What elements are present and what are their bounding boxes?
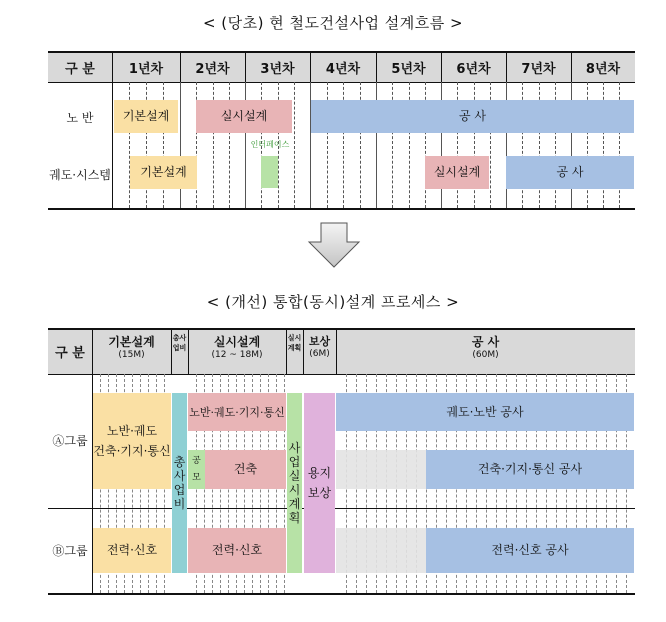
bottom-header-construction: 공 사 (60M) [471, 335, 500, 360]
top-row-label-track-system: 궤도·시스템 [49, 167, 111, 182]
top-diagram-title: < (당초) 현 철도건설사업 설계흐름 > [202, 14, 464, 32]
top-roadbed-basic-design-bar: 기본설계 [114, 100, 178, 133]
top-track-basic-design-bar: 기본설계 [130, 156, 197, 189]
bottom-header-compensation: 보상 (6M) [308, 335, 331, 359]
top-roadbed-detail-design-bar: 실시설계 [196, 100, 292, 133]
a-building-construction-bar: 건축·기지·통신 공사 [426, 450, 634, 489]
top-header-category: 구 분 [65, 61, 95, 77]
a-detail-design-roadbed-bar: 노반·궤도·기지·통신 [188, 393, 286, 431]
b-detail-design-bar: 전력·신호 [188, 528, 286, 573]
top-header-year-7: 7년차 [521, 61, 556, 77]
bottom-header-basic: 기본설계 (15M) [108, 335, 155, 360]
top-header-year-5: 5년차 [391, 61, 426, 77]
top-track-construction-bar: 공 사 [506, 156, 634, 189]
b-basic-design-bar: 전력·신호 [93, 528, 171, 573]
a-detail-design-building-bar: 건축 [205, 450, 286, 489]
land-compensation-bar: 용지 보상 [304, 393, 335, 573]
a-group-waiting-stripe [336, 450, 426, 489]
top-interface-bar [261, 156, 278, 188]
implementation-plan-bar: 사업실시계획 [287, 393, 302, 573]
top-header-year-4: 4년차 [325, 61, 361, 77]
bottom-header-detail: 실시설계 (12 ~ 18M) [211, 335, 263, 360]
bottom-header-category: 구 분 [55, 346, 85, 361]
top-track-detail-design-bar: 실시설계 [425, 156, 489, 189]
top-header-year-6: 6년차 [456, 61, 491, 77]
b-group-waiting-stripe [336, 528, 426, 573]
top-header-year-3: 3년차 [260, 61, 295, 77]
a-public-contest-bar: 공모 [188, 450, 205, 489]
top-header-year-1: 1년차 [128, 61, 164, 77]
a-basic-design-bar: 노반·궤도 건축·기지·통신 [93, 393, 171, 489]
top-roadbed-construction-bar: 공 사 [311, 100, 634, 133]
a-track-roadbed-construction-bar: 궤도·노반 공사 [336, 393, 634, 431]
down-arrow-icon [307, 222, 361, 268]
b-power-signal-construction-bar: 전력·신호 공사 [426, 528, 634, 573]
bottom-header-plan: 실시계획 [287, 334, 302, 352]
general-cost-bar: 총사업비 [172, 393, 187, 573]
bottom-header-general: 총사업비 [172, 334, 187, 352]
bottom-diagram-title: < (개선) 통합(동시)설계 프로세스 > [206, 293, 460, 311]
top-gridline [180, 82, 181, 208]
top-interface-label: 인터페이스 [250, 140, 290, 149]
top-row-label-roadbed: 노 반 [66, 110, 94, 125]
top-header-year-8: 8년차 [585, 61, 621, 77]
group-b-label: Ⓑ그룹 [52, 543, 88, 558]
top-header-year-2: 2년차 [195, 61, 230, 77]
group-a-label: Ⓐ그룹 [52, 433, 88, 448]
